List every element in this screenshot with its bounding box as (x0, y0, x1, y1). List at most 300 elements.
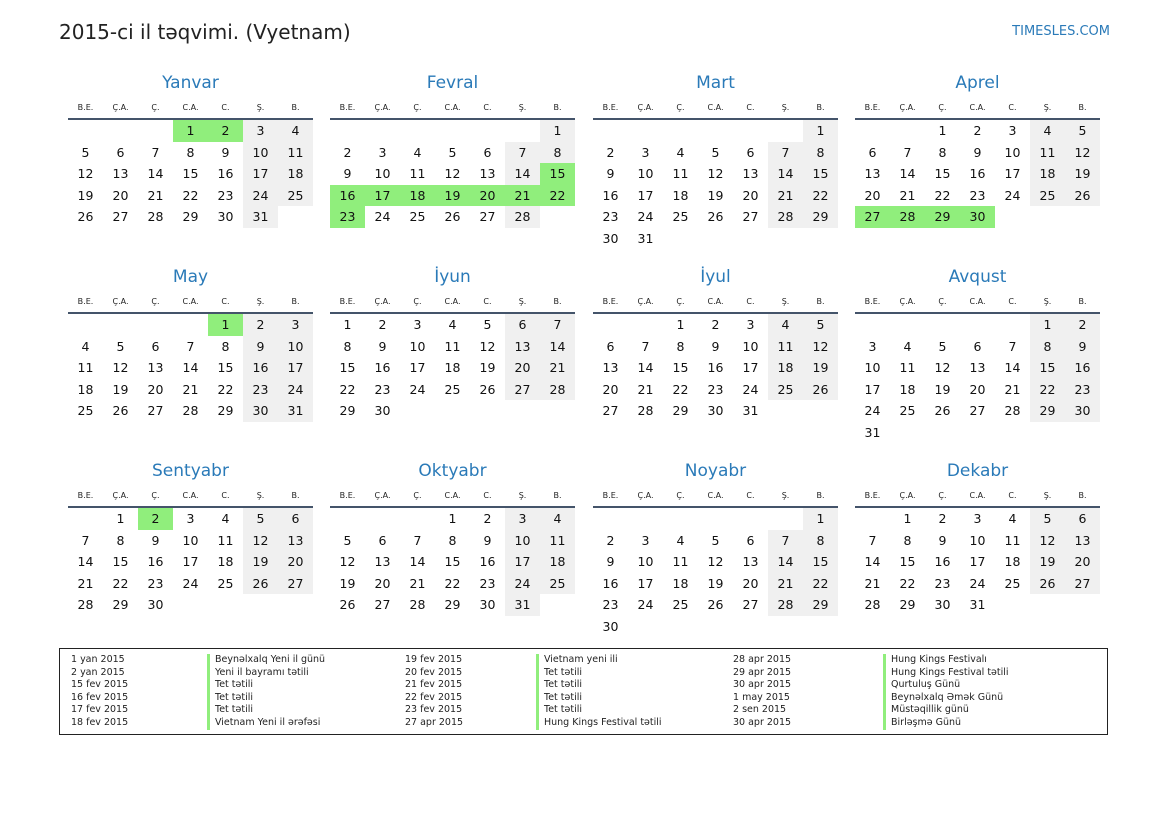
legend-dates-column (405, 654, 463, 730)
legend-date: 16 fev 2015 (71, 691, 129, 703)
day-cell: 18 (400, 185, 435, 207)
day-cell: 8 (343, 338, 352, 354)
empty-cell (960, 422, 995, 444)
day-cell: 4 (81, 338, 90, 354)
day-cell: 7 (768, 142, 803, 164)
weekday-header: Ş. (1030, 292, 1065, 314)
day-cell: 26 (112, 403, 129, 419)
month-days-grid (68, 486, 313, 616)
day-cell: 3 (378, 144, 387, 160)
weekday-header: Ş. (243, 292, 278, 314)
weekday-header: B.E. (593, 486, 628, 508)
legend-holiday-name: Tet tətili (207, 692, 325, 705)
weekday-header: Ç.A. (365, 98, 400, 120)
day-cell: 19 (112, 381, 129, 397)
day-cell: 10 (969, 532, 986, 548)
day-cell: 31 (243, 206, 278, 228)
day-cell: 20 (470, 185, 505, 207)
day-cell: 15 (803, 551, 838, 573)
legend-names-column (207, 654, 325, 730)
month-name: İyun (434, 267, 471, 287)
day-cell: 22 (182, 187, 199, 203)
day-cell: 15 (182, 166, 199, 182)
month-5 (330, 266, 575, 422)
day-cell: 23 (147, 575, 164, 591)
weekday-header: B. (540, 486, 575, 508)
empty-cell (663, 508, 698, 530)
weekday-header: C.A. (960, 98, 995, 120)
empty-cell (138, 314, 173, 336)
weekday-header: C.A. (435, 486, 470, 508)
day-cell: 22 (444, 575, 461, 591)
day-cell: 1 (903, 511, 912, 526)
legend-holiday-name: Hung Kings Festival tətili (883, 667, 1009, 680)
weekday-header: Ç.A. (365, 292, 400, 314)
day-cell: 16 (969, 166, 986, 182)
weekday-header: C.A. (698, 292, 733, 314)
day-cell: 2 (243, 314, 278, 336)
empty-cell (505, 120, 540, 142)
day-cell: 20 (602, 381, 619, 397)
day-cell: 7 (413, 532, 422, 548)
day-cell: 31 (742, 403, 759, 419)
day-cell: 28 (637, 403, 654, 419)
day-cell: 2 (973, 123, 982, 138)
day-cell: 22 (934, 187, 951, 203)
empty-cell (733, 120, 768, 142)
legend-holiday-name: Hung Kings Festivalı (883, 654, 1009, 667)
day-cell: 4 (1008, 511, 1017, 526)
day-cell: 16 (934, 554, 951, 570)
day-cell: 24 (409, 381, 426, 397)
month-name: Dekabr (946, 461, 1009, 481)
day-cell: 31 (278, 400, 313, 422)
day-cell: 22 (672, 381, 689, 397)
day-cell: 11 (672, 166, 689, 182)
empty-cell (890, 422, 925, 444)
weekday-header: Ç.A. (628, 98, 663, 120)
weekday-header: B. (540, 98, 575, 120)
weekday-header: Ş. (768, 292, 803, 314)
month-10 (593, 460, 838, 638)
day-cell: 31 (864, 424, 881, 440)
month-name: Yanvar (162, 73, 219, 93)
day-cell: 19 (1065, 163, 1100, 185)
legend-date: 22 fev 2015 (405, 691, 463, 703)
day-cell: 12 (934, 360, 951, 376)
day-cell: 25 (1004, 575, 1021, 591)
weekday-header: Ş. (243, 486, 278, 508)
day-cell: 14 (899, 166, 916, 182)
legend-date: 1 yan 2015 (71, 654, 125, 665)
day-cell: 19 (1030, 551, 1065, 573)
day-cell: 19 (803, 357, 838, 379)
empty-cell (960, 314, 995, 336)
empty-cell (173, 594, 208, 616)
day-cell: 19 (77, 187, 94, 203)
empty-cell (995, 206, 1030, 228)
day-cell: 25 (444, 381, 461, 397)
empty-cell (628, 508, 663, 530)
empty-cell (698, 508, 733, 530)
day-cell: 17 (742, 360, 759, 376)
empty-cell (103, 120, 138, 142)
weekday-header: C. (470, 292, 505, 314)
day-cell: 21 (899, 187, 916, 203)
day-cell: 13 (969, 360, 986, 376)
day-cell: 27 (969, 403, 986, 419)
day-cell: 23 (479, 575, 496, 591)
month-name: Oktyabr (418, 461, 487, 481)
day-cell: 29 (444, 597, 461, 613)
day-cell: 26 (243, 573, 278, 595)
day-cell: 30 (934, 597, 951, 613)
day-cell: 8 (803, 530, 838, 552)
day-cell: 7 (186, 338, 195, 354)
day-cell: 16 (243, 357, 278, 379)
legend-date: 1 may 2015 (733, 691, 790, 703)
weekday-header: Ç.A. (890, 98, 925, 120)
empty-cell (768, 400, 803, 422)
day-cell: 20 (742, 187, 759, 203)
weekday-header: Ç.A. (628, 486, 663, 508)
day-cell: 15 (540, 163, 575, 185)
legend-holiday-name: Müstəqillik günü (883, 704, 1009, 717)
brand-link[interactable]: TIMESLES.COM (1012, 24, 1110, 39)
empty-cell (663, 228, 698, 250)
day-cell: 11 (899, 360, 916, 376)
day-cell: 25 (77, 403, 94, 419)
day-cell: 28 (77, 597, 94, 613)
weekday-header: C. (208, 292, 243, 314)
day-cell: 20 (112, 187, 129, 203)
legend-date: 30 apr 2015 (733, 679, 792, 691)
day-cell: 26 (479, 381, 496, 397)
day-cell: 21 (768, 185, 803, 207)
day-cell: 5 (448, 144, 457, 160)
day-cell: 5 (938, 338, 947, 354)
weekday-header: Ş. (505, 486, 540, 508)
weekday-header: B.E. (593, 98, 628, 120)
day-cell: 30 (147, 597, 164, 613)
weekday-header: C. (208, 98, 243, 120)
empty-cell (505, 400, 540, 422)
legend-holiday-name: Tet tətili (536, 692, 662, 705)
day-cell: 23 (969, 187, 986, 203)
day-cell: 29 (1030, 400, 1065, 422)
empty-cell (663, 616, 698, 638)
day-cell: 5 (81, 144, 90, 160)
weekday-header: Ş. (1030, 98, 1065, 120)
day-cell: 26 (1030, 573, 1065, 595)
day-cell: 11 (540, 530, 575, 552)
empty-cell (1030, 206, 1065, 228)
day-cell: 16 (602, 187, 619, 203)
day-cell: 30 (1065, 400, 1100, 422)
weekday-header: Ç. (925, 98, 960, 120)
day-cell: 3 (641, 532, 650, 548)
day-cell: 14 (1004, 360, 1021, 376)
day-cell: 15 (803, 163, 838, 185)
day-cell: 4 (768, 314, 803, 336)
day-cell: 10 (1004, 144, 1021, 160)
day-cell: 9 (938, 532, 947, 548)
legend-holiday-name: Tet tətili (207, 704, 325, 717)
day-cell: 25 (278, 185, 313, 207)
empty-cell (68, 508, 103, 530)
day-cell: 15 (934, 166, 951, 182)
empty-cell (768, 616, 803, 638)
day-cell: 1 (448, 511, 457, 526)
day-cell: 5 (343, 532, 352, 548)
day-cell: 19 (934, 381, 951, 397)
legend-holiday-name: Beynəlxalq Yeni il günü (207, 654, 325, 667)
day-cell: 24 (278, 379, 313, 401)
empty-cell (278, 206, 313, 228)
day-cell: 27 (505, 379, 540, 401)
day-cell: 29 (899, 597, 916, 613)
empty-cell (138, 120, 173, 142)
day-cell: 20 (278, 551, 313, 573)
day-cell: 20 (505, 357, 540, 379)
day-cell: 17 (969, 554, 986, 570)
day-cell: 12 (803, 336, 838, 358)
weekday-header: C.A. (173, 486, 208, 508)
day-cell: 8 (448, 532, 457, 548)
day-cell: 6 (151, 338, 160, 354)
day-cell: 16 (479, 554, 496, 570)
weekday-header: Ç. (663, 486, 698, 508)
day-cell: 11 (77, 360, 94, 376)
day-cell: 19 (479, 360, 496, 376)
day-cell: 7 (1008, 338, 1017, 354)
day-cell: 6 (116, 144, 125, 160)
weekday-header: Ç. (663, 292, 698, 314)
day-cell: 1 (116, 511, 125, 526)
day-cell: 24 (969, 575, 986, 591)
day-cell: 27 (278, 573, 313, 595)
day-cell: 1 (173, 120, 208, 142)
day-cell: 3 (278, 314, 313, 336)
weekday-header: C. (208, 486, 243, 508)
legend-date: 21 fev 2015 (405, 679, 463, 691)
day-cell: 15 (217, 360, 234, 376)
weekday-header: Ç.A. (103, 292, 138, 314)
day-cell: 21 (77, 575, 94, 591)
weekday-header: Ç. (138, 292, 173, 314)
day-cell: 12 (444, 166, 461, 182)
legend-holiday-name: Beynəlxalq Əmək Günü (883, 692, 1009, 705)
day-cell: 3 (746, 317, 755, 332)
day-cell: 13 (278, 530, 313, 552)
day-cell: 30 (479, 597, 496, 613)
day-cell: 12 (707, 554, 724, 570)
day-cell: 9 (343, 166, 352, 182)
day-cell: 9 (606, 554, 615, 570)
weekday-header: C. (995, 486, 1030, 508)
day-cell: 27 (112, 209, 129, 225)
day-cell: 11 (672, 554, 689, 570)
day-cell: 15 (444, 554, 461, 570)
day-cell: 21 (182, 381, 199, 397)
day-cell: 17 (365, 185, 400, 207)
empty-cell (1065, 206, 1100, 228)
day-cell: 16 (374, 360, 391, 376)
day-cell: 12 (1065, 142, 1100, 164)
day-cell: 17 (637, 187, 654, 203)
empty-cell (925, 314, 960, 336)
empty-cell (68, 314, 103, 336)
day-cell: 14 (505, 163, 540, 185)
day-cell: 18 (768, 357, 803, 379)
legend-holiday-name: Vietnam Yeni il ərəfəsi (207, 717, 325, 730)
day-cell: 4 (1030, 120, 1065, 142)
weekday-header: Ş. (505, 98, 540, 120)
empty-cell (330, 508, 365, 530)
day-cell: 8 (540, 142, 575, 164)
weekday-header: C. (470, 486, 505, 508)
day-cell: 17 (505, 551, 540, 573)
month-name: May (172, 267, 209, 287)
day-cell: 14 (77, 554, 94, 570)
legend-dates-column (733, 654, 791, 730)
day-cell: 23 (707, 381, 724, 397)
day-cell: 1 (676, 317, 685, 332)
day-cell: 11 (1004, 532, 1021, 548)
weekday-header: Ç.A. (365, 486, 400, 508)
legend-date: 15 fev 2015 (71, 679, 129, 691)
month-7 (855, 266, 1100, 444)
day-cell: 7 (540, 314, 575, 336)
day-cell: 1 (803, 120, 838, 142)
day-cell: 1 (1030, 314, 1065, 336)
day-cell: 18 (1004, 554, 1021, 570)
weekday-header: B.E. (855, 292, 890, 314)
day-cell: 26 (1065, 185, 1100, 207)
day-cell: 19 (707, 575, 724, 591)
weekday-header: Ş. (768, 98, 803, 120)
day-cell: 22 (803, 185, 838, 207)
day-cell: 25 (409, 209, 426, 225)
day-cell: 31 (637, 230, 654, 246)
day-cell: 10 (278, 336, 313, 358)
day-cell: 23 (602, 597, 619, 613)
empty-cell (1065, 422, 1100, 444)
empty-cell (890, 314, 925, 336)
day-cell: 2 (208, 120, 243, 142)
day-cell: 11 (278, 142, 313, 164)
day-cell: 25 (1030, 185, 1065, 207)
day-cell: 10 (742, 338, 759, 354)
day-cell: 16 (330, 185, 365, 207)
day-cell: 13 (742, 166, 759, 182)
month-name: Fevral (426, 73, 479, 93)
day-cell: 9 (711, 338, 720, 354)
day-cell: 18 (540, 551, 575, 573)
empty-cell (593, 508, 628, 530)
day-cell: 30 (960, 206, 995, 228)
day-cell: 8 (803, 142, 838, 164)
day-cell: 26 (803, 379, 838, 401)
day-cell: 17 (1004, 166, 1021, 182)
day-cell: 9 (1065, 336, 1100, 358)
month-days-grid (330, 98, 575, 228)
day-cell: 14 (768, 163, 803, 185)
day-cell: 11 (768, 336, 803, 358)
legend-date: 2 sen 2015 (733, 704, 787, 716)
month-name: Sentyabr (152, 461, 229, 481)
day-cell: 25 (540, 573, 575, 595)
day-cell: 10 (374, 166, 391, 182)
empty-cell (1030, 594, 1065, 616)
day-cell: 4 (221, 511, 230, 526)
legend-holiday-name: Qurtuluş Günü (883, 679, 1009, 692)
month-2 (593, 72, 838, 250)
day-cell: 6 (1065, 508, 1100, 530)
day-cell: 29 (803, 206, 838, 228)
empty-cell (68, 120, 103, 142)
legend-date: 19 fev 2015 (405, 654, 463, 665)
empty-cell (330, 120, 365, 142)
day-cell: 3 (243, 120, 278, 142)
day-cell: 14 (182, 360, 199, 376)
day-cell: 6 (746, 144, 755, 160)
weekday-header: Ç.A. (103, 98, 138, 120)
day-cell: 18 (899, 381, 916, 397)
empty-cell (855, 314, 890, 336)
day-cell: 29 (803, 594, 838, 616)
empty-cell (400, 400, 435, 422)
legend-holiday-name: Hung Kings Festival tətili (536, 717, 662, 730)
day-cell: 26 (707, 597, 724, 613)
weekday-header: C.A. (173, 98, 208, 120)
day-cell: 26 (339, 597, 356, 613)
day-cell: 15 (1030, 357, 1065, 379)
weekday-header: C. (733, 292, 768, 314)
day-cell: 29 (672, 403, 689, 419)
day-cell: 6 (746, 532, 755, 548)
day-cell: 21 (1004, 381, 1021, 397)
day-cell: 4 (676, 144, 685, 160)
month-days-grid (68, 98, 313, 228)
weekday-header: B. (1065, 98, 1100, 120)
day-cell: 5 (711, 144, 720, 160)
day-cell: 5 (803, 314, 838, 336)
day-cell: 15 (899, 554, 916, 570)
day-cell: 10 (637, 166, 654, 182)
day-cell: 27 (742, 209, 759, 225)
day-cell: 7 (768, 530, 803, 552)
day-cell: 6 (278, 508, 313, 530)
day-cell: 23 (217, 187, 234, 203)
empty-cell (628, 616, 663, 638)
day-cell: 17 (278, 357, 313, 379)
empty-cell (208, 594, 243, 616)
month-days-grid (593, 486, 838, 638)
day-cell: 26 (934, 403, 951, 419)
legend-holiday-name: Vietnam yeni ili (536, 654, 662, 667)
empty-cell (733, 508, 768, 530)
day-cell: 20 (147, 381, 164, 397)
weekday-header: Ç.A. (103, 486, 138, 508)
day-cell: 24 (637, 209, 654, 225)
day-cell: 7 (151, 144, 160, 160)
weekday-header: B.E. (593, 292, 628, 314)
day-cell: 1 (803, 508, 838, 530)
day-cell: 8 (938, 144, 947, 160)
day-cell: 8 (186, 144, 195, 160)
day-cell: 30 (243, 400, 278, 422)
